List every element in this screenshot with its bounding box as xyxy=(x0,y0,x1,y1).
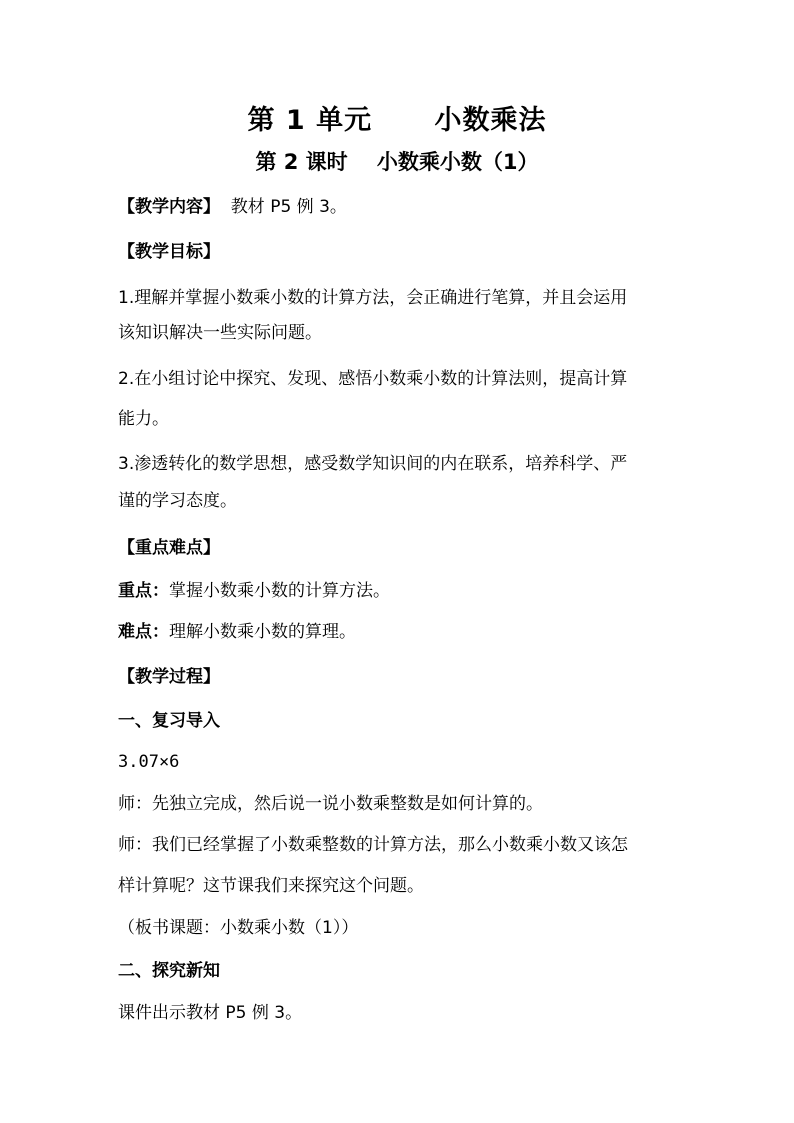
difficult-point xyxy=(118,621,684,643)
courseware-note: 课件出示教材 P5 例 3。 xyxy=(118,1003,303,1023)
teaching-content-label: 【教学内容】 xyxy=(118,197,220,217)
key-point xyxy=(118,580,684,602)
teaching-content-text: 教材 P5 例 3。 xyxy=(220,197,347,217)
section-explore-heading: 二、探究新知 xyxy=(118,961,220,981)
goal-1-line-2: 该知识解决一些实际问题。 xyxy=(118,323,322,343)
difficult-point-text: 理解小数乘小数的算理。 xyxy=(169,622,356,642)
board-title-note: （板书课题：小数乘小数（1）） xyxy=(118,918,359,938)
key-points-heading: 【重点难点】 xyxy=(118,538,220,558)
goal-2-line-2: 能力。 xyxy=(118,409,169,429)
section-review-heading: 一、复习导入 xyxy=(118,711,220,731)
goal-1-line-1: 1.理解并掌握小数乘小数的计算方法，会正确进行笔算，并且会运用 xyxy=(118,288,628,308)
teacher-line-2b: 样计算呢？这节课我们来探究这个问题。 xyxy=(118,876,424,896)
teacher-line-2a: 师：我们已经掌握了小数乘整数的计算方法，那么小数乘小数又该怎 xyxy=(118,835,628,855)
teacher-line-1: 师：先独立完成，然后说一说小数乘整数是如何计算的。 xyxy=(118,794,543,814)
teaching-process-heading: 【教学过程】 xyxy=(118,667,220,687)
teaching-goals-heading: 【教学目标】 xyxy=(118,242,220,262)
difficult-point-label: 难点： xyxy=(118,622,169,642)
page-title: 第 1 单元 小数乘法 xyxy=(247,105,547,136)
goal-3-line-1: 3.渗透转化的数学思想，感受数学知识间的内在联系，培养科学、严 xyxy=(118,454,628,474)
lesson-subtitle: 第 2 课时 小数乘小数（1） xyxy=(255,150,539,174)
key-point-text: 掌握小数乘小数的计算方法。 xyxy=(169,581,390,601)
key-point-label: 重点： xyxy=(118,581,169,601)
teaching-content xyxy=(118,196,684,218)
goal-3-line-2: 谨的学习态度。 xyxy=(118,491,237,511)
review-expression: 3.07×6 xyxy=(118,752,180,772)
goal-2-line-1: 2.在小组讨论中探究、发现、感悟小数乘小数的计算法则，提高计算 xyxy=(118,369,628,389)
